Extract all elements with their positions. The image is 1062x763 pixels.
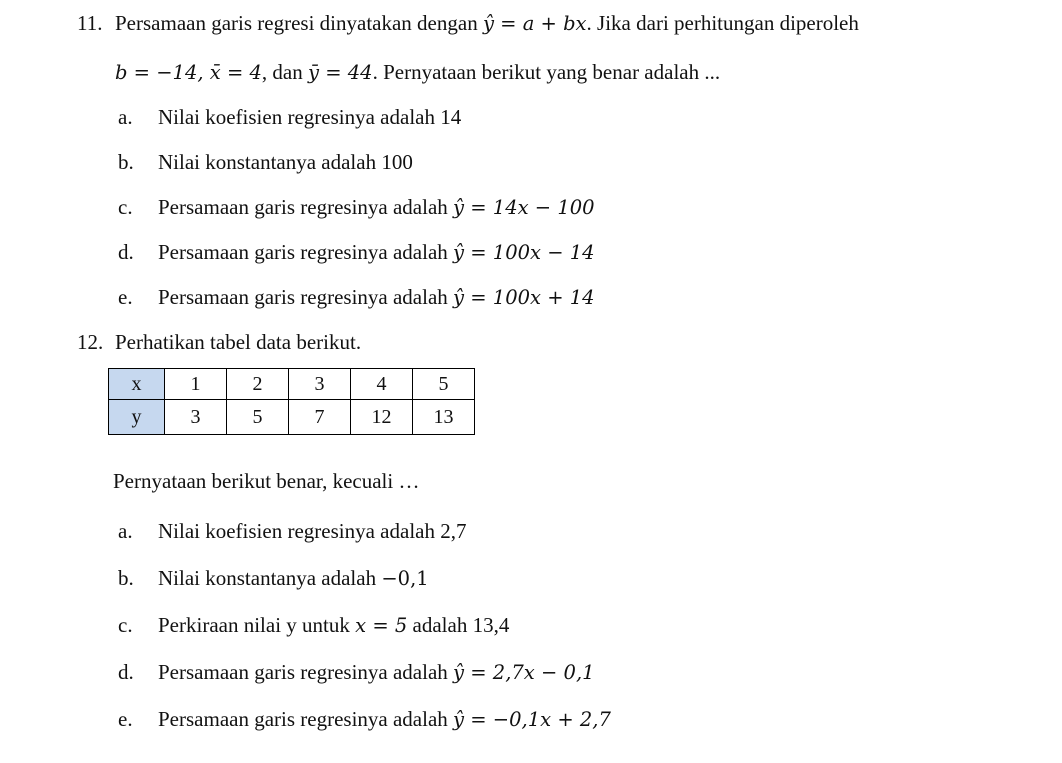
q11-number: 11.	[77, 11, 103, 35]
option-text: Nilai konstantanya adalah	[158, 566, 377, 590]
option-math: −0,1	[381, 567, 429, 590]
option-letter: b.	[118, 566, 134, 590]
table-cell: 5	[413, 369, 475, 400]
option-letter: c.	[118, 195, 133, 219]
option-text: Perkiraan nilai y untuk	[158, 613, 350, 637]
option-math: ŷ = 100x + 14	[453, 286, 595, 309]
q12-line-1	[77, 329, 361, 355]
q12-option-d	[118, 659, 595, 686]
option-letter: d.	[118, 240, 134, 264]
table-row-x	[109, 369, 475, 400]
option-letter: a.	[118, 519, 133, 543]
option-text: Persamaan garis regresinya adalah	[158, 195, 448, 219]
table-cell: 3	[289, 369, 351, 400]
option-text: Nilai konstantanya adalah 100	[158, 150, 413, 174]
table-cell: 1	[165, 369, 227, 400]
table-cell: 13	[413, 400, 475, 435]
table-cell: 2	[227, 369, 289, 400]
option-math: ŷ = 100x − 14	[453, 241, 595, 264]
table-header-x: x	[109, 369, 165, 400]
q12-option-a	[118, 518, 466, 544]
q11-text-2: . Jika dari perhitungan diperoleh	[586, 11, 859, 35]
table-cell: 7	[289, 400, 351, 435]
q11-line-2	[115, 59, 720, 86]
option-letter: a.	[118, 105, 133, 129]
option-letter: e.	[118, 707, 133, 731]
q11-option-b	[118, 149, 413, 175]
q11-option-a	[118, 104, 461, 130]
q11-equation: ŷ = a + bx	[482, 12, 587, 35]
q12-prompt: Pernyataan berikut benar, kecuali …	[113, 469, 420, 493]
q12-option-c	[118, 612, 509, 639]
q11-cond-math-1: b = −14, x̄ = 4	[115, 61, 262, 84]
q11-option-c	[118, 194, 595, 221]
q11-cond-math-2: ȳ = 44	[308, 61, 373, 84]
q12-text: Perhatikan tabel data berikut.	[115, 330, 362, 354]
option-letter: e.	[118, 285, 133, 309]
q11-cond-text: , dan	[261, 60, 303, 84]
table-header-y: y	[109, 400, 165, 435]
q11-option-d	[118, 239, 595, 266]
option-math: ŷ = 14x − 100	[453, 196, 595, 219]
option-text: Nilai koefisien regresinya adalah 2,7	[158, 519, 467, 543]
table-cell: 4	[351, 369, 413, 400]
q11-cond-text-2: . Pernyataan berikut yang benar adalah ...	[372, 60, 721, 84]
table-cell: 3	[165, 400, 227, 435]
option-math: ŷ = 2,7x − 0,1	[453, 661, 595, 684]
q12-option-e	[118, 706, 611, 733]
option-text: Persamaan garis regresinya adalah	[158, 285, 448, 309]
q12-option-b	[118, 565, 429, 592]
option-letter: d.	[118, 660, 134, 684]
option-text: Persamaan garis regresinya adalah	[158, 240, 448, 264]
data-table	[108, 368, 475, 435]
option-text-after: adalah 13,4	[412, 613, 510, 637]
table-cell: 5	[227, 400, 289, 435]
q11-line-1	[77, 10, 859, 37]
option-text: Persamaan garis regresinya adalah	[158, 707, 448, 731]
option-math: x = 5	[355, 614, 408, 637]
option-text: Nilai koefisien regresinya adalah 14	[158, 105, 462, 129]
q12-number: 12.	[77, 330, 104, 354]
option-letter: c.	[118, 613, 133, 637]
option-text: Persamaan garis regresinya adalah	[158, 660, 448, 684]
table-row-y	[109, 400, 475, 435]
option-math: ŷ = −0,1x + 2,7	[453, 708, 611, 731]
table-cell: 12	[351, 400, 413, 435]
q11-option-e	[118, 284, 595, 311]
q11-text-1: Persamaan garis regresi dinyatakan dengan	[115, 11, 478, 35]
option-letter: b.	[118, 150, 134, 174]
